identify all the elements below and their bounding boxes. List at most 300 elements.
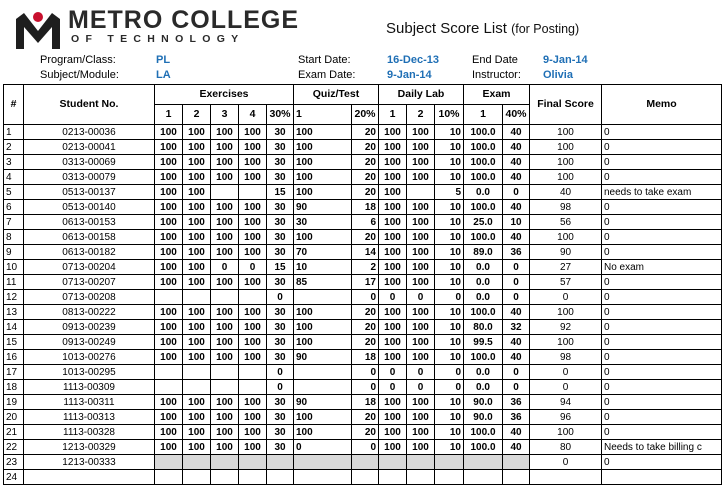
- exercise-weighted: 30: [267, 275, 294, 290]
- quiz-weighted: 20: [352, 410, 379, 425]
- exam-weighted: 40: [503, 305, 530, 320]
- student-no: 0713-00204: [24, 260, 155, 275]
- quiz-weighted: 2: [352, 260, 379, 275]
- quiz-weighted: 17: [352, 275, 379, 290]
- col-exam: Exam: [464, 85, 530, 105]
- student-no: 1113-00309: [24, 380, 155, 395]
- memo: 0: [602, 140, 722, 155]
- final-score: [530, 470, 602, 485]
- exercise-weighted: 30: [267, 140, 294, 155]
- exercise-3: 100: [211, 200, 239, 215]
- lab-1: 0: [379, 290, 407, 305]
- table-row: [4, 125, 722, 140]
- col-student: Student No.: [24, 85, 155, 125]
- exercise-1: 100: [155, 320, 183, 335]
- exercise-3: 100: [211, 140, 239, 155]
- lab-1: 0: [379, 365, 407, 380]
- quiz-score: 100: [294, 425, 352, 440]
- lab-1: 100: [379, 170, 407, 185]
- final-score: 98: [530, 350, 602, 365]
- table-row: [4, 170, 722, 185]
- exercise-weighted: 30: [267, 425, 294, 440]
- row-number: 17: [4, 365, 24, 380]
- row-number: 9: [4, 245, 24, 260]
- memo: 0: [602, 125, 722, 140]
- exam-score: 100.0: [464, 125, 503, 140]
- quiz-score: 100: [294, 185, 352, 200]
- sub-header: 2: [183, 105, 211, 125]
- col-quiz: Quiz/Test: [294, 85, 379, 105]
- table-row: [4, 440, 722, 455]
- lab-2: 100: [407, 440, 435, 455]
- exam-score: 0.0: [464, 290, 503, 305]
- exam-score: 100.0: [464, 230, 503, 245]
- exercise-3: 100: [211, 410, 239, 425]
- quiz-score: 10: [294, 260, 352, 275]
- exam-score: 0.0: [464, 365, 503, 380]
- quiz-weighted: 20: [352, 155, 379, 170]
- table-row: [4, 365, 722, 380]
- memo: 0: [602, 350, 722, 365]
- row-number: 7: [4, 215, 24, 230]
- program-label: Program/Class:: [40, 54, 116, 66]
- start-date-label: Start Date:: [298, 54, 351, 66]
- lab-1: [379, 470, 407, 485]
- program-value: PL: [156, 54, 171, 66]
- memo: 0: [602, 425, 722, 440]
- exam-weighted: 40: [503, 425, 530, 440]
- memo: 0: [602, 155, 722, 170]
- row-number: 10: [4, 260, 24, 275]
- quiz-score: 100: [294, 125, 352, 140]
- exam-weighted: 0: [503, 290, 530, 305]
- sub-header: 4: [239, 105, 267, 125]
- student-no: 1013-00276: [24, 350, 155, 365]
- exercise-2: [183, 365, 211, 380]
- exercise-weighted: [267, 470, 294, 485]
- table-row: [4, 260, 722, 275]
- lab-2: 100: [407, 215, 435, 230]
- final-score: 94: [530, 395, 602, 410]
- memo: [602, 470, 722, 485]
- quiz-score: 85: [294, 275, 352, 290]
- exam-score: [464, 455, 503, 470]
- exam-date-value: 9-Jan-14: [387, 69, 432, 81]
- exercise-4: 100: [239, 170, 267, 185]
- memo: 0: [602, 455, 722, 470]
- sub-header: 40%: [503, 105, 530, 125]
- report-title: Subject Score List (for Posting): [386, 20, 580, 37]
- final-score: 100: [530, 170, 602, 185]
- exam-score: 100.0: [464, 170, 503, 185]
- quiz-score: 90: [294, 350, 352, 365]
- student-no: 1213-00333: [24, 455, 155, 470]
- col-num: #: [4, 85, 24, 125]
- quiz-score: [294, 290, 352, 305]
- quiz-score: [294, 470, 352, 485]
- final-score: 98: [530, 200, 602, 215]
- table-row: [4, 470, 722, 485]
- exercise-3: 100: [211, 125, 239, 140]
- lab-1: 100: [379, 230, 407, 245]
- memo: 0: [602, 230, 722, 245]
- exercise-2: 100: [183, 155, 211, 170]
- row-number: 15: [4, 335, 24, 350]
- exam-score: 0.0: [464, 185, 503, 200]
- lab-1: 0: [379, 380, 407, 395]
- exam-score: 100.0: [464, 200, 503, 215]
- exercise-weighted: 30: [267, 335, 294, 350]
- exam-weighted: 40: [503, 200, 530, 215]
- exercise-4: 0: [239, 260, 267, 275]
- exercise-3: 100: [211, 440, 239, 455]
- lab-1: 100: [379, 200, 407, 215]
- final-score: 92: [530, 320, 602, 335]
- exercise-1: 100: [155, 395, 183, 410]
- lab-1: 100: [379, 140, 407, 155]
- memo: 0: [602, 335, 722, 350]
- quiz-score: 90: [294, 395, 352, 410]
- exercise-weighted: 30: [267, 230, 294, 245]
- exam-weighted: 40: [503, 155, 530, 170]
- exercise-1: 100: [155, 425, 183, 440]
- exercise-4: 100: [239, 335, 267, 350]
- lab-1: 100: [379, 320, 407, 335]
- exercise-1: [155, 290, 183, 305]
- exercise-2: 100: [183, 335, 211, 350]
- exercise-4: 100: [239, 200, 267, 215]
- sub-header: 10%: [435, 105, 464, 125]
- exam-weighted: 40: [503, 140, 530, 155]
- exercise-4: 100: [239, 215, 267, 230]
- start-date-value: 16-Dec-13: [387, 54, 439, 66]
- exercise-4: 100: [239, 320, 267, 335]
- exercise-4: 100: [239, 230, 267, 245]
- quiz-weighted: 18: [352, 200, 379, 215]
- exercise-3: 100: [211, 170, 239, 185]
- lab-2: [407, 185, 435, 200]
- table-row: [4, 290, 722, 305]
- table-row: [4, 380, 722, 395]
- quiz-score: [294, 380, 352, 395]
- student-no: 0513-00137: [24, 185, 155, 200]
- exercise-2: 100: [183, 320, 211, 335]
- lab-1: 100: [379, 395, 407, 410]
- exercise-4: 100: [239, 350, 267, 365]
- exercise-2: 100: [183, 410, 211, 425]
- memo: 0: [602, 200, 722, 215]
- final-score: 100: [530, 230, 602, 245]
- quiz-weighted: 20: [352, 230, 379, 245]
- exercise-2: 100: [183, 440, 211, 455]
- exercise-weighted: 30: [267, 320, 294, 335]
- exercise-4: 100: [239, 155, 267, 170]
- exam-weighted: 40: [503, 125, 530, 140]
- exam-score: 89.0: [464, 245, 503, 260]
- table-row: [4, 140, 722, 155]
- sub-header: 1: [155, 105, 183, 125]
- exam-date-label: Exam Date:: [298, 69, 356, 81]
- exam-weighted: 40: [503, 230, 530, 245]
- row-number: 6: [4, 200, 24, 215]
- exam-score: 0.0: [464, 260, 503, 275]
- lab-2: 0: [407, 380, 435, 395]
- lab-weighted: 5: [435, 185, 464, 200]
- sub-header: 1: [464, 105, 503, 125]
- exercise-1: 100: [155, 185, 183, 200]
- exercise-1: [155, 455, 183, 470]
- exercise-3: 100: [211, 395, 239, 410]
- exercise-1: 100: [155, 245, 183, 260]
- lab-weighted: 10: [435, 155, 464, 170]
- exercise-3: 100: [211, 215, 239, 230]
- row-number: 24: [4, 470, 24, 485]
- lab-2: 100: [407, 125, 435, 140]
- final-score: 100: [530, 335, 602, 350]
- exam-weighted: [503, 470, 530, 485]
- row-number: 20: [4, 410, 24, 425]
- exercise-2: 100: [183, 350, 211, 365]
- end-date-value: 9-Jan-14: [543, 54, 588, 66]
- student-no: 1113-00328: [24, 425, 155, 440]
- exercise-4: 100: [239, 245, 267, 260]
- exercise-1: [155, 380, 183, 395]
- exam-weighted: 0: [503, 275, 530, 290]
- lab-1: 100: [379, 155, 407, 170]
- row-number: 2: [4, 140, 24, 155]
- exercise-2: 100: [183, 245, 211, 260]
- student-no: 0613-00158: [24, 230, 155, 245]
- memo: 0: [602, 215, 722, 230]
- exercise-weighted: 0: [267, 380, 294, 395]
- exercise-4: 100: [239, 305, 267, 320]
- quiz-weighted: 20: [352, 185, 379, 200]
- end-date-label: End Date: [472, 54, 518, 66]
- sub-header: 1: [294, 105, 352, 125]
- memo: 0: [602, 170, 722, 185]
- col-memo: Memo: [602, 85, 722, 125]
- exam-score: 100.0: [464, 140, 503, 155]
- exercise-4: 100: [239, 410, 267, 425]
- exam-weighted: 40: [503, 440, 530, 455]
- lab-weighted: 10: [435, 125, 464, 140]
- final-score: 56: [530, 215, 602, 230]
- exercise-2: 100: [183, 275, 211, 290]
- exercise-3: [211, 185, 239, 200]
- student-no: 0313-00069: [24, 155, 155, 170]
- exercise-3: 100: [211, 425, 239, 440]
- lab-weighted: 0: [435, 290, 464, 305]
- memo: 0: [602, 380, 722, 395]
- exercise-1: 100: [155, 305, 183, 320]
- student-no: [24, 470, 155, 485]
- lab-2: 100: [407, 320, 435, 335]
- exercise-weighted: 30: [267, 155, 294, 170]
- lab-1: 100: [379, 185, 407, 200]
- memo: needs to take exam: [602, 185, 722, 200]
- lab-1: 100: [379, 425, 407, 440]
- quiz-score: 100: [294, 320, 352, 335]
- exercise-3: 100: [211, 320, 239, 335]
- exercise-2: 100: [183, 425, 211, 440]
- memo: Needs to take billing c: [602, 440, 722, 455]
- final-score: 100: [530, 125, 602, 140]
- exam-weighted: 40: [503, 350, 530, 365]
- score-table: [3, 84, 722, 485]
- exercise-2: [183, 380, 211, 395]
- exam-score: [464, 470, 503, 485]
- student-no: 1113-00311: [24, 395, 155, 410]
- exercise-weighted: [267, 455, 294, 470]
- memo: 0: [602, 410, 722, 425]
- row-number: 23: [4, 455, 24, 470]
- exam-weighted: 36: [503, 410, 530, 425]
- exam-score: 90.0: [464, 410, 503, 425]
- table-row: [4, 245, 722, 260]
- exercise-2: 100: [183, 170, 211, 185]
- lab-weighted: 10: [435, 260, 464, 275]
- final-score: 80: [530, 440, 602, 455]
- quiz-weighted: 18: [352, 350, 379, 365]
- memo: 0: [602, 305, 722, 320]
- exercise-weighted: 30: [267, 350, 294, 365]
- final-score: 0: [530, 290, 602, 305]
- exam-score: 100.0: [464, 350, 503, 365]
- exercise-2: [183, 455, 211, 470]
- exercise-1: 100: [155, 215, 183, 230]
- table-row: [4, 350, 722, 365]
- lab-weighted: [435, 455, 464, 470]
- lab-2: 100: [407, 275, 435, 290]
- lab-weighted: 10: [435, 140, 464, 155]
- quiz-score: 100: [294, 410, 352, 425]
- row-number: 4: [4, 170, 24, 185]
- exercise-1: 100: [155, 410, 183, 425]
- subject-value: LA: [156, 69, 171, 81]
- quiz-score: 100: [294, 305, 352, 320]
- col-final: Final Score: [530, 85, 602, 125]
- quiz-score: 100: [294, 335, 352, 350]
- exercise-1: 100: [155, 350, 183, 365]
- quiz-weighted: 20: [352, 140, 379, 155]
- lab-2: 100: [407, 140, 435, 155]
- exam-weighted: 40: [503, 170, 530, 185]
- lab-weighted: 10: [435, 230, 464, 245]
- exercise-4: [239, 455, 267, 470]
- lab-weighted: 10: [435, 305, 464, 320]
- exercise-weighted: 0: [267, 290, 294, 305]
- quiz-weighted: 20: [352, 425, 379, 440]
- lab-1: 100: [379, 440, 407, 455]
- exercise-1: 100: [155, 125, 183, 140]
- exercise-3: 100: [211, 305, 239, 320]
- table-row: [4, 425, 722, 440]
- lab-weighted: 10: [435, 215, 464, 230]
- quiz-weighted: 20: [352, 320, 379, 335]
- student-no: 0613-00153: [24, 215, 155, 230]
- lab-2: 100: [407, 155, 435, 170]
- lab-2: 100: [407, 335, 435, 350]
- exercise-1: 100: [155, 170, 183, 185]
- lab-2: [407, 470, 435, 485]
- exercise-4: 100: [239, 140, 267, 155]
- final-score: 0: [530, 365, 602, 380]
- exercise-4: 100: [239, 425, 267, 440]
- exercise-1: 100: [155, 335, 183, 350]
- lab-weighted: 10: [435, 275, 464, 290]
- exercise-4: [239, 290, 267, 305]
- exam-weighted: 36: [503, 245, 530, 260]
- table-row: [4, 185, 722, 200]
- final-score: 0: [530, 380, 602, 395]
- exam-score: 99.5: [464, 335, 503, 350]
- row-number: 3: [4, 155, 24, 170]
- exercise-2: [183, 470, 211, 485]
- memo: 0: [602, 365, 722, 380]
- exercise-4: 100: [239, 395, 267, 410]
- exercise-2: [183, 290, 211, 305]
- row-number: 16: [4, 350, 24, 365]
- exam-score: 80.0: [464, 320, 503, 335]
- table-row: [4, 395, 722, 410]
- exercise-3: [211, 470, 239, 485]
- exercise-4: 100: [239, 125, 267, 140]
- exercise-2: 100: [183, 305, 211, 320]
- exercise-1: 100: [155, 140, 183, 155]
- exercise-3: 100: [211, 155, 239, 170]
- quiz-score: 70: [294, 245, 352, 260]
- lab-2: 100: [407, 395, 435, 410]
- exercise-weighted: 30: [267, 245, 294, 260]
- row-number: 13: [4, 305, 24, 320]
- lab-2: 100: [407, 350, 435, 365]
- memo: 0: [602, 290, 722, 305]
- student-no: 0913-00249: [24, 335, 155, 350]
- lab-weighted: 10: [435, 245, 464, 260]
- sub-header: 3: [211, 105, 239, 125]
- exercise-4: [239, 185, 267, 200]
- student-no: 0513-00140: [24, 200, 155, 215]
- student-no: 0313-00079: [24, 170, 155, 185]
- row-number: 8: [4, 230, 24, 245]
- student-no: 0713-00207: [24, 275, 155, 290]
- exercise-3: 100: [211, 350, 239, 365]
- exercise-2: 100: [183, 230, 211, 245]
- lab-1: 100: [379, 275, 407, 290]
- exercise-3: 0: [211, 260, 239, 275]
- lab-1: 100: [379, 260, 407, 275]
- exercise-2: 100: [183, 200, 211, 215]
- exercise-2: 100: [183, 395, 211, 410]
- exercise-3: [211, 455, 239, 470]
- exam-score: 100.0: [464, 305, 503, 320]
- student-no: 1113-00313: [24, 410, 155, 425]
- exercise-weighted: 0: [267, 365, 294, 380]
- final-score: 100: [530, 155, 602, 170]
- quiz-score: 100: [294, 155, 352, 170]
- exercise-weighted: 30: [267, 395, 294, 410]
- lab-2: 100: [407, 245, 435, 260]
- col-daily: Daily Lab: [379, 85, 464, 105]
- table-row: [4, 215, 722, 230]
- lab-weighted: 10: [435, 170, 464, 185]
- exercise-2: 100: [183, 215, 211, 230]
- lab-1: 100: [379, 350, 407, 365]
- quiz-weighted: 0: [352, 440, 379, 455]
- subject-label: Subject/Module:: [40, 69, 119, 81]
- student-no: 0913-00239: [24, 320, 155, 335]
- exam-weighted: 0: [503, 380, 530, 395]
